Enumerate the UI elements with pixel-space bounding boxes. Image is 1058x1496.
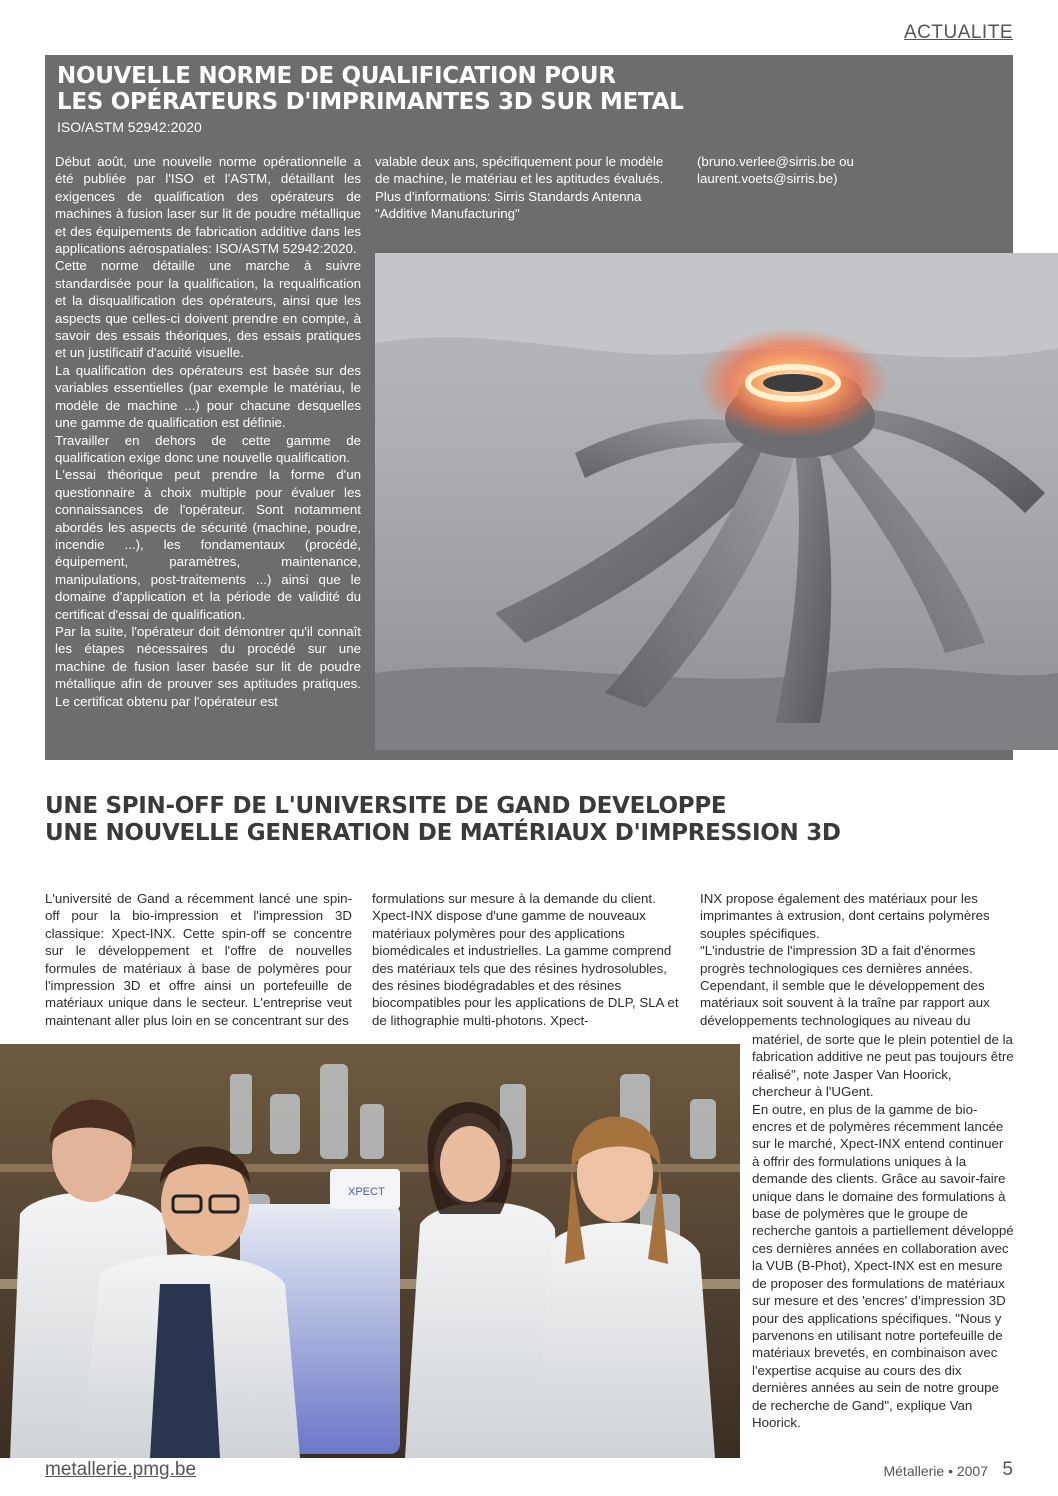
lab-team-illustration (0, 1044, 740, 1458)
article2-title-line2: UNE NOUVELLE GENERATION DE MATÉRIAUX D'IMPRESSION 3D (45, 820, 841, 846)
footer-page-number: 5 (1002, 1459, 1013, 1480)
article1-title-line2: LES OPÉRATEURS D'IMPRIMANTES 3D SUR METAL (57, 89, 684, 115)
footer-magazine-issue: Métallerie • 2007 (883, 1463, 988, 1479)
article1-paragraph: Début août, une nouvelle norme opérationnelle a été publiée par l'ISO et l'ASTM, détaillant les exigences de qualification des opérateurs de machines à fusion laser sur lit de poudre métallique et des équipements de fabrication additive dans les applications aérospatiales: ISO/ASTM 52942:2020. (55, 154, 361, 257)
article1-column-2 (375, 153, 665, 223)
article1-column-1 (55, 153, 361, 710)
article2-paragraph: matériel, de sorte que le plein potentiel de la fabrication additive ne peut pas toujours être réalisé", note Jasper Van Hoorick, chercheur à l'UGent. (752, 1032, 1014, 1100)
section-tag: ACTUALITE (903, 22, 1013, 43)
impeller-illustration (375, 253, 1058, 750)
machine-brand-label: XPECT (348, 1186, 385, 1198)
article1-paragraph: Cette norme détaille une marche à suivre standardisée pour la qualification, la requalification et la disqualification des opérateurs, ainsi que les aspects que celles-ci doivent prendre en compte, à savoir des essais théoriques, des essais pratiques et un justificatif d'acuité visuelle. (55, 258, 361, 361)
article2-paragraph: formulations sur mesure à la demande du client. Xpect-INX dispose d'une gamme de nouveaux matériaux polymères pour des applications biomédicales et industrielles. La gamme comprend des matériaux tels que des résines hydrosolubles, des résines biodégradables et des résines biocompatibles pour les applications de DLP, SLA et de lithographie multi-photons. Xpect- (372, 891, 679, 1028)
article2-paragraph: "L'industrie de l'impression 3D a fait d'énormes progrès technologiques ces dernières années. Cependant, il semble que le développement des matériaux soit souvent à la traîne par rapport aux développements technologiques au niveau du (700, 943, 990, 1028)
article1-title-line1: NOUVELLE NORME DE QUALIFICATION POUR (57, 63, 616, 89)
article1-paragraph: Par la suite, l'opérateur doit démontrer qu'il connaît les étapes nécessaires du procédé sur une machine de fusion laser basée sur lit de poudre métallique afin de prouver ses aptitudes pratiques. Le certificat obtenu par l'opérateur est (55, 623, 361, 709)
article2-paragraph: En outre, en plus de la gamme de bio-encres et de polymères récemment lancée sur le marché, Xpect-INX entend continuer à offrir des formulations uniques à la demande des clients. Grâce au savoir-faire unique dans le domaine des formulations à base de polymères que le groupe de recherche gantois a partiellement développé ces dernières années en collaboration avec la VUB (B-Phot), Xpect-INX est en mesure de proposer des formulations de matériaux sur mesure et des 'encres' d'impression 3D pour des applications spécifiques. "Nous y parvenons en utilisant notre portefeuille de matériaux brevetés, en combinaison avec l'expertise acquise au cours des dix dernières années au sein de notre groupe de recherche de Gand", explique Van Hoorick. (752, 1101, 1014, 1430)
article1-paragraph: Travailler en dehors de cette gamme de qualification exige donc une nouvelle qualification. (55, 432, 361, 465)
article1-paragraph: valable deux ans, spécifiquement pour le modèle de machine, le matériau et les aptitudes évalués. (375, 154, 664, 187)
article1-contact-emails: (bruno.verlee@sirris.be ou laurent.voets@sirris.be) (697, 154, 854, 187)
article2-title-line1: UNE SPIN-OFF DE L'UNIVERSITE DE GAND DEVELOPPE (45, 793, 727, 819)
article2-column-2 (372, 890, 682, 1029)
article2-column-3 (700, 890, 1010, 1029)
article2-column-3-continued (752, 1031, 1014, 1431)
impeller-photo (375, 253, 1058, 750)
article1-paragraph: La qualification des opérateurs est basée sur des variables essentielles (par exemple le matériau, le modèle de machine ...) pour chacune desquelles une gamme de qualification est définie. (55, 362, 361, 431)
lab-team-photo (0, 1044, 740, 1458)
footer-website-link[interactable]: metallerie.pmg.be (45, 1459, 197, 1480)
article1-paragraph: Plus d'informations: Sirris Standards Antenna "Additive Manufacturing" (375, 188, 642, 222)
article2-title (45, 793, 1005, 847)
article1-title (57, 63, 957, 115)
article1-subtitle: ISO/ASTM 52942:2020 (57, 119, 202, 135)
article2-paragraph: L'université de Gand a récemment lancé une spin-off pour la bio-impression et l'impression 3D classique: Xpect-INX. Cette spin-off se concentre sur le développement et l'offre de nouvelles formules de matériaux à base de polymères pour l'impression 3D et offre ainsi un portefeuille de matériaux unique dans le secteur. L'entreprise veut maintenant aller plus loin en se concentrant sur des (45, 891, 352, 1028)
article2-paragraph: INX propose également des matériaux pour les imprimantes à extrusion, dont certains polymères souples spécifiques. (700, 891, 990, 941)
article1-column-3 (697, 153, 997, 188)
article2-column-1 (45, 890, 352, 1029)
article1-paragraph: L'essai théorique peut prendre la forme d'un questionnaire à choix multiple pour évaluer les connaissances de l'opérateur. Sont notamment abordés les aspects de sécurité (machine, poudre, incendie ...), les fondamentaux (procédé, équipement, paramètres, maintenance, manipulations, post-traitements ...) ainsi que le domaine d'application et la période de validité du certificat d'essai de qualification. (55, 467, 361, 622)
